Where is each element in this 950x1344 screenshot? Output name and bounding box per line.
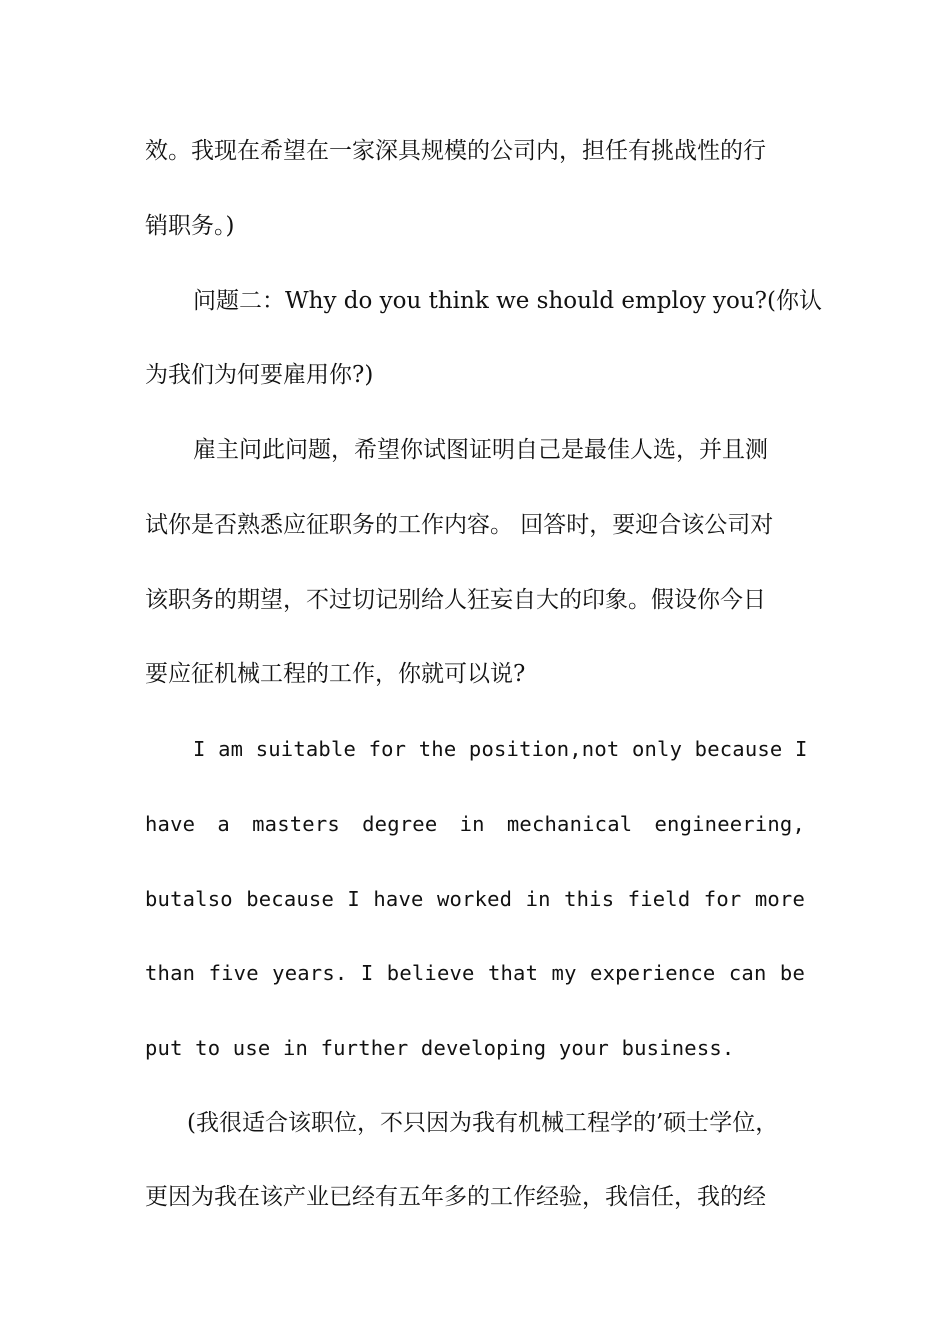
text-line: 为我们为何要雇用你?) [145,362,374,388]
text-line: 效。我现在希望在一家深具规模的公司内，担任有挑战性的行 [145,138,766,164]
english-answer-line: have a masters degree in mechanical engineering, [145,812,805,836]
paragraph-line: 雇主问此问题，希望你试图证明自己是最佳人选，并且测 [193,437,768,463]
translation-line: (我很适合该职位，不只因为我有机械工程学的’硕士学位， [187,1110,779,1136]
question-heading: 问题二：Why do you think we should employ you?(你认 [193,288,822,314]
translation-line: 更因为我在该产业已经有五年多的工作经验，我信任，我的经 [145,1184,766,1210]
english-answer-line: put to use in further developing your business. [145,1036,735,1060]
english-answer-line: butalso because I have worked in this field for more [145,887,805,911]
text-line: 要应征机械工程的工作，你就可以说? [145,661,526,687]
english-answer-line: than five years. I believe that my experience can be [145,961,805,985]
text-line: 该职务的期望，不过切记别给人狂妄自大的印象。假设你今日 [145,587,766,613]
english-answer-line: I am suitable for the position,not only because I [193,737,808,761]
text-line: 试你是否熟悉应征职务的工作内容。 回答时，要迎合该公司对 [145,512,774,538]
text-line: 销职务。) [145,213,235,239]
